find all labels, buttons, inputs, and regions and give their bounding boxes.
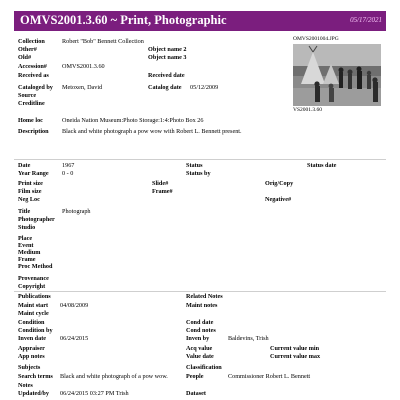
medium-label: Medium [18, 249, 41, 256]
creditline-label: Creditline [18, 100, 45, 107]
section-divider [14, 291, 386, 292]
photographer-label: Photographer [18, 216, 55, 223]
catalog-date-label: Catalog date [148, 84, 182, 91]
app-notes-label: App notes [18, 353, 45, 360]
inven-by-label: Inven by [186, 335, 210, 342]
section-divider [14, 159, 386, 160]
status-label: Status [186, 162, 203, 169]
film-size-label: Film size [18, 188, 42, 195]
cataloged-by-label: Cataloged by [18, 84, 53, 91]
slide-num-label: Slide# [152, 180, 169, 187]
print-size-label: Print size [18, 180, 43, 187]
source-label: Source [18, 92, 37, 99]
photo-image [293, 44, 381, 106]
home-loc-label: Home loc [18, 117, 43, 124]
neg-loc-label: Neg Loc [18, 196, 40, 203]
status-date-label: Status date [307, 162, 337, 169]
copyright-label: Copyright [18, 283, 46, 290]
description-value: Black and white photograph a pow wow with Robert L. Bennett present. [62, 128, 242, 135]
inven-date-value: 06/24/2015 [60, 335, 89, 342]
object-name-3-label: Object name 3 [148, 54, 187, 61]
image-caption: VS2001.3.60 [293, 107, 323, 113]
classification-label: Classification [186, 364, 222, 371]
frame-num-label: Frame# [152, 188, 173, 195]
inven-by-value: Baldevins, Trish [228, 335, 269, 342]
cond-date-label: Cond date [186, 319, 214, 326]
studio-label: Studio [18, 224, 36, 231]
event-label: Event [18, 242, 34, 249]
collection-label: Collection [18, 38, 45, 45]
dataset-label: Dataset [186, 390, 206, 397]
record-title-bar [14, 11, 386, 31]
maint-start-value: 04/08/2009 [60, 302, 89, 309]
frame-label: Frame [18, 256, 36, 263]
search-terms-label: Search terms [18, 373, 53, 380]
year-range-label: Year Range [18, 170, 49, 177]
provenance-label: Provenance [18, 275, 49, 282]
maint-cycle-label: Maint cycle [18, 310, 49, 317]
status-by-label: Status by [186, 170, 211, 177]
page-title: OMVS2001.3.60 ~ Print, Photographic [20, 13, 227, 27]
date-label: Date [18, 162, 31, 169]
received-as-label: Received as [18, 72, 49, 79]
subjects-label: Subjects [18, 364, 41, 371]
orig-copy-label: Orig/Copy [265, 180, 294, 187]
cataloged-by-value: Metoxen, David [62, 84, 103, 91]
proc-method-label: Proc Method [18, 263, 53, 270]
title-value: Photograph [62, 208, 91, 215]
current-value-min-label: Current value min [270, 345, 320, 352]
record-photo[interactable] [293, 44, 381, 106]
object-name-2-label: Object name 2 [148, 46, 187, 53]
publications-label: Publications [18, 293, 51, 300]
description-label: Description [18, 128, 49, 135]
place-label: Place [18, 235, 33, 242]
search-terms-value: Black and white photograph of a pow wow. [60, 373, 168, 380]
acq-value-label: Acq value [186, 345, 213, 352]
people-label: People [186, 373, 204, 380]
maint-notes-label: Maint notes [186, 302, 218, 309]
old-num-label: Old# [18, 54, 32, 61]
print-date: 05/17/2021 [350, 16, 382, 24]
title-label: Title [18, 208, 31, 215]
date-value: 1967 [62, 162, 75, 169]
image-filename: OMVS2001004.JPG [293, 36, 339, 42]
people-value: Commissioner Robert L. Bennett [228, 373, 311, 380]
maint-start-label: Maint start [18, 302, 49, 309]
notes-label: Notes [18, 382, 33, 389]
condition-by-label: Condition by [18, 327, 53, 334]
other-num-label: Other# [18, 46, 37, 53]
negative-num-label: Negative# [265, 196, 292, 203]
current-value-max-label: Current value max [270, 353, 321, 360]
home-loc-value: Oneida Nation Museum:Photo Storage:1:4:Photo Box 26 [62, 117, 204, 124]
related-notes-label: Related Notes [186, 293, 223, 300]
updated-by-value: 06/24/2015 03:27 PM Trish [60, 390, 129, 397]
value-date-label: Value date [186, 353, 214, 360]
updated-by-label: Updated/by [18, 390, 49, 397]
inven-date-label: Inven date [18, 335, 47, 342]
collection-value: Robert "Bob" Bennett Collection [62, 38, 144, 45]
appraiser-label: Appraiser [18, 345, 45, 352]
received-date-label: Received date [148, 72, 185, 79]
accession-value: OMVS2001.3.60 [62, 63, 105, 70]
catalog-date-value: 05/12/2009 [190, 84, 219, 91]
condition-label: Condition [18, 319, 45, 326]
cond-notes-label: Cond notes [186, 327, 216, 334]
accession-label: Accession# [18, 63, 47, 70]
year-range-value: 0 - 0 [62, 170, 74, 177]
